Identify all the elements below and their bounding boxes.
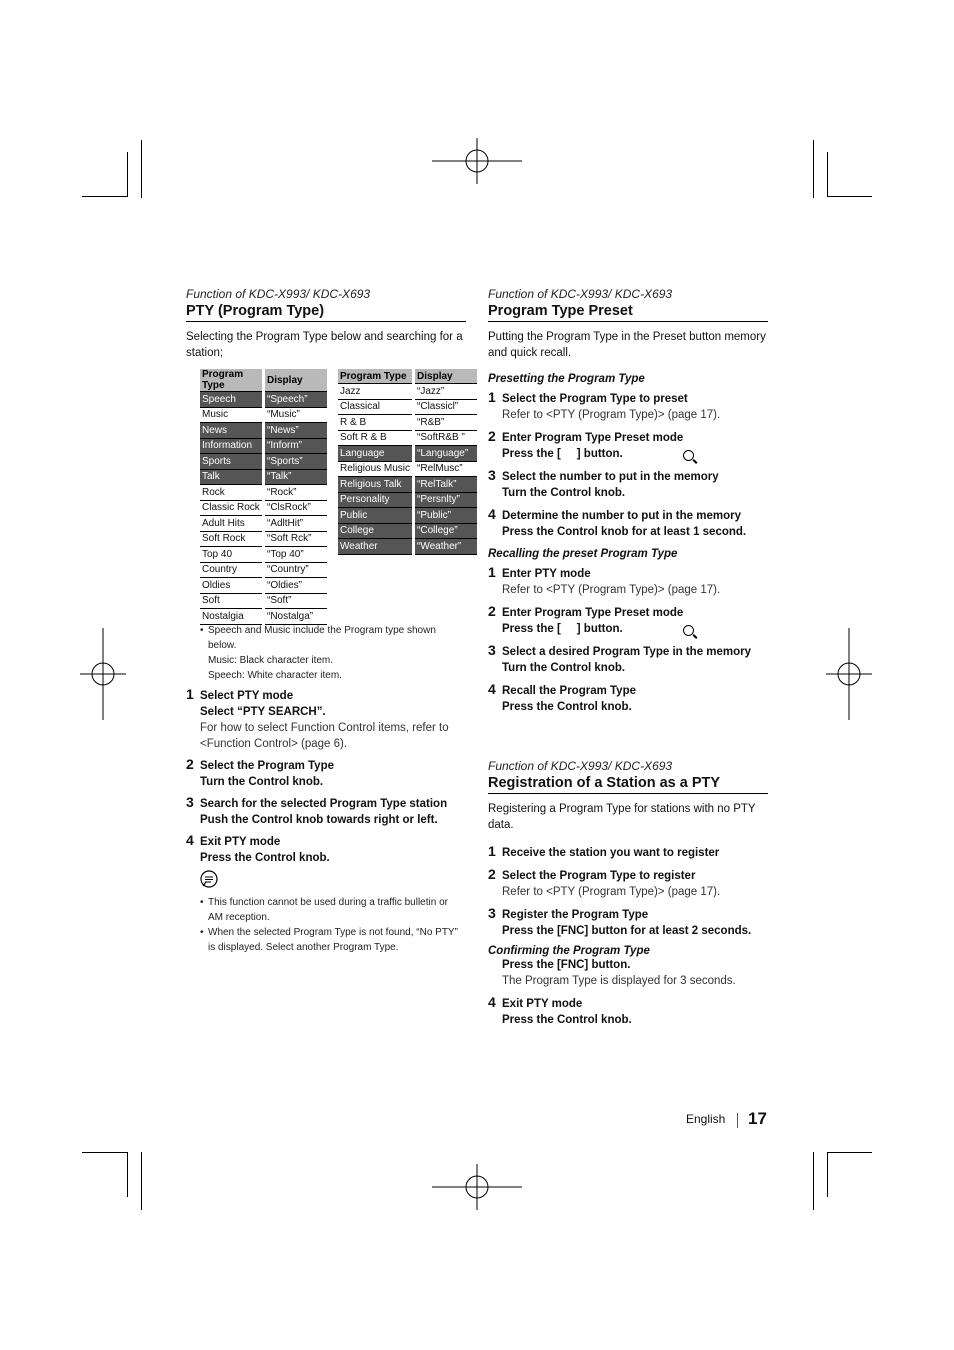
function-note: Function of KDC-X993/ KDC-X693 [186,287,371,301]
note-line: Music: Black character item. [208,655,334,666]
step [488,430,768,462]
step-number: 2 [488,603,496,619]
table-row [200,594,327,610]
note-line: Speech and Music include the Program type shown [208,625,436,636]
display-cell: “Persnlty” [415,493,477,509]
step-number: 2 [186,756,194,772]
registration-mark-top [430,138,524,184]
registration-mark-bottom [430,1164,524,1210]
program-type-cell: Nostalgia [200,609,262,625]
display-cell: “Nostalga” [265,609,327,625]
display-cell: “Soft” [265,594,327,610]
step [186,796,466,828]
table-row [338,477,477,493]
step-reference: <Function Control> (page 6). [200,738,348,750]
program-type-cell: Music [200,408,262,424]
table-row [200,408,327,424]
step [488,566,768,598]
footer-language: English [686,1112,726,1126]
table-row [338,384,477,400]
display-cell: “Rock” [265,485,327,501]
step-action: Select “PTY SEARCH”. [200,706,326,718]
page-number: 17 [748,1109,767,1128]
section-heading: Program Type Preset [488,303,768,322]
program-type-cell: Country [200,563,262,579]
function-note: Function of KDC-X993/ KDC-X693 [488,287,673,301]
footer-divider [737,1113,738,1128]
step-reference: For how to select Function Control items, refer to [200,722,449,734]
search-icon [683,450,694,461]
program-type-cell: Soft R & B [338,431,412,447]
step-action: Press the [FNC] button for at least 2 seconds. [502,925,752,937]
section-intro: Registering a Program Type for stations with no PTY data. [488,803,756,831]
program-type-cell: Top 40 [200,547,262,563]
step-number: 1 [186,686,194,702]
step-number: 1 [488,843,496,859]
display-cell: “Soft Rck” [265,532,327,548]
program-type-cell: Information [200,439,262,455]
note-line: AM reception. [208,912,270,923]
note-line: This function cannot be used during a traffic bulletin or [208,897,448,908]
display-cell: “RelTalk” [415,477,477,493]
program-type-cell: Sports [200,454,262,470]
table-row [338,508,477,524]
step-number: 3 [488,905,496,921]
table-row [338,493,477,509]
registration-mark-right [826,628,872,720]
step-title: Select the Program Type to register [502,870,696,882]
section-heading: Registration of a Station as a PTY [488,775,768,794]
display-cell: “R&B” [415,415,477,431]
step-title: Enter PTY mode [502,568,591,580]
step-number: 4 [488,681,496,697]
program-type-cell: Rock [200,485,262,501]
table-row [200,532,327,548]
pty-steps: 1 Select PTY mode Select “PTY SEARCH”. For how to select Function Control items, refer to <Function Control> (page 6). 2 Select the Program Type Turn the Control knob. 3 Search for the selected Program Type station Push the Control knob towards right or left. 4 Exit PTY mode Press the Control knob. • This function cannot be used during a traffic bulletin or AM reception. • When the selected Program Type is not found, “No PTY” is displayed. Select another Program Type. [186,688,466,955]
preset-section [488,287,768,715]
note-line: below. [208,640,237,651]
program-type-cell: Language [338,446,412,462]
table-row [200,563,327,579]
program-type-cell: Classic Rock [200,501,262,517]
section-heading: PTY (Program Type) [186,303,466,322]
step [488,644,768,676]
step-action: Turn the Control knob. [502,662,626,674]
display-cell: “RelMusc” [415,462,477,478]
table-header: Display [415,369,477,384]
program-type-cell: College [338,524,412,540]
step-reference: The Program Type is displayed for 3 seconds. [502,975,736,987]
table-row [338,524,477,540]
table-header: Display [265,369,327,392]
program-type-cell: Religious Talk [338,477,412,493]
step-action: Turn the Control knob. [200,776,324,788]
step-action: Turn the Control knob. [502,487,626,499]
program-type-cell: Jazz [338,384,412,400]
program-type-table-2 [335,369,480,555]
table-row [200,454,327,470]
display-cell: “Country” [265,563,327,579]
display-cell: “Sports” [265,454,327,470]
program-type-table-1 [197,369,330,625]
note-line: is displayed. Select another Program Type. [208,942,399,953]
step-number: 3 [488,642,496,658]
step [488,845,768,861]
step [488,683,768,715]
step-title: Exit PTY mode [502,998,583,1010]
step [186,834,466,866]
program-type-cell: Weather [338,539,412,555]
display-cell: “Speech” [265,392,327,408]
step-title: Exit PTY mode [200,836,281,848]
step-title: Select the Program Type to preset [502,393,688,405]
step [186,688,466,752]
step-title: Enter Program Type Preset mode [502,432,684,444]
step [186,758,466,790]
program-type-cell: Public [338,508,412,524]
step-action: Push the Control knob towards right or left. [200,814,438,826]
display-cell: “Jazz” [415,384,477,400]
step-reference: Refer to <PTY (Program Type)> (page 17). [502,409,721,421]
step [488,605,768,637]
table-row [200,547,327,563]
display-cell: “Weather” [415,539,477,555]
display-cell: “Oldies” [265,578,327,594]
program-type-cell: Adult Hits [200,516,262,532]
step-action: Press the Control knob. [502,1014,632,1026]
program-type-cell: Soft [200,594,262,610]
step-action: Press the [ ] button. [502,448,623,460]
display-cell: “Top 40” [265,547,327,563]
step [488,957,768,989]
step-number: 1 [488,389,496,405]
program-type-cell: Religious Music [338,462,412,478]
step-title: Enter Program Type Preset mode [502,607,684,619]
step [488,907,768,939]
note-line: When the selected Program Type is not found, “No PTY” [208,927,458,938]
step [488,391,768,423]
step-number: 1 [488,564,496,580]
table-row [338,400,477,416]
step-action: Press the Control knob. [200,852,330,864]
program-type-cell: Speech [200,392,262,408]
program-type-cell: Talk [200,470,262,486]
step [488,868,768,900]
note-line: Speech: White character item. [208,670,342,681]
table-row [338,462,477,478]
subheading: Recalling the preset Program Type [488,548,678,560]
step-number: 3 [186,794,194,810]
table-row [200,423,327,439]
step-title: Select a desired Program Type in the memory [502,646,752,658]
step [488,508,768,540]
step-title: Receive the station you want to register [502,847,720,859]
section-intro: Selecting the Program Type below and searching for a station; [186,331,463,359]
display-cell: “Music” [265,408,327,424]
step-number: 4 [488,994,496,1010]
table-row [338,431,477,447]
display-cell: “AdltHit” [265,516,327,532]
display-cell: “College” [415,524,477,540]
step [488,996,768,1028]
step-action: Press the Control knob. [502,701,632,713]
display-cell: “News” [265,423,327,439]
registration-mark-left [80,628,126,720]
note-icon [200,870,220,890]
table-row [200,485,327,501]
step-number: 4 [186,832,194,848]
step-reference: Refer to <PTY (Program Type)> (page 17). [502,886,721,898]
subheading: Confirming the Program Type [488,945,650,957]
step-title: Select PTY mode [200,690,294,702]
function-note: Function of KDC-X993/ KDC-X693 [488,759,673,773]
step-number: 2 [488,428,496,444]
table-note: • Speech and Music include the Program type shown below. Music: Black character item. Speech: White character item. [200,625,436,681]
step-action: Press the Control knob for at least 1 second. [502,526,747,538]
step-title: Register the Program Type [502,909,649,921]
program-type-cell: Personality [338,493,412,509]
display-cell: “Public” [415,508,477,524]
program-type-cell: News [200,423,262,439]
pty-section [186,287,466,361]
display-cell: “Classicl” [415,400,477,416]
table-row [338,446,477,462]
subheading: Presetting the Program Type [488,373,645,385]
display-cell: “Talk” [265,470,327,486]
table-row [338,539,477,555]
display-cell: “Language” [415,446,477,462]
display-cell: “Inform” [265,439,327,455]
step-title: Select the Program Type [200,760,334,772]
program-type-cell: Oldies [200,578,262,594]
program-type-cell: Soft Rock [200,532,262,548]
step-title: Select the number to put in the memory [502,471,719,483]
step-reference: Refer to <PTY (Program Type)> (page 17). [502,584,721,596]
step-title: Search for the selected Program Type station [200,798,448,810]
step-number: 4 [488,506,496,522]
table-header: Program Type [338,369,412,384]
table-row [200,392,327,408]
program-type-cell: R & B [338,415,412,431]
table-row [338,415,477,431]
step-action: Press the [ ] button. [502,623,623,635]
search-icon [683,625,694,636]
table-header: Program Type [200,369,262,392]
step-title: Determine the number to put in the memory [502,510,741,522]
display-cell: “SoftR&B ” [415,431,477,447]
step [488,469,768,501]
step-number: 2 [488,866,496,882]
table-row [200,501,327,517]
step-action: Press the [FNC] button. [502,959,631,971]
step-title: Recall the Program Type [502,685,636,697]
table-row [200,516,327,532]
table-row [200,439,327,455]
display-cell: “ClsRock” [265,501,327,517]
table-row [200,578,327,594]
table-row [200,470,327,486]
step-number: 3 [488,467,496,483]
section-intro: Putting the Program Type in the Preset button memory and quick recall. [488,331,766,359]
program-type-cell: Classical [338,400,412,416]
registration-section [488,759,768,1028]
